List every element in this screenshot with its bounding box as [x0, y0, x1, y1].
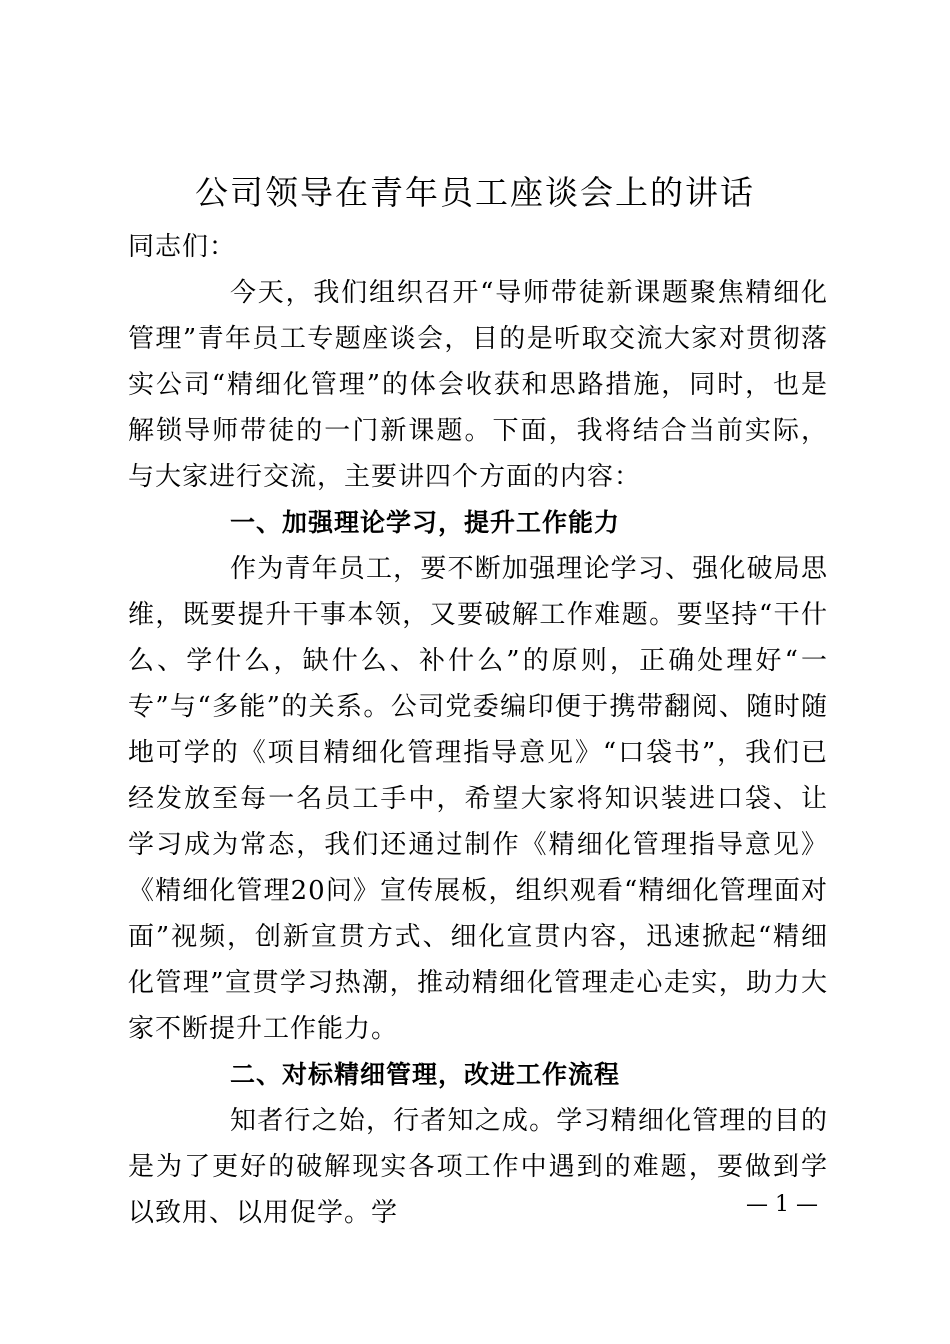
- paragraph-intro: 今天，我们组织召开“导师带徒新课题聚焦精细化管理”青年员工专题座谈会，目的是听取交流大家对贯彻落实公司“精细化管理”的体会收获和思路措施，同时，也是解锁导师带徒的一门新课题。下面，我将结合当前实际，与大家进行交流，主要讲四个方面的内容：: [128, 278, 828, 492]
- document-body: [128, 224, 828, 1236]
- salutation: 同志们：: [128, 232, 237, 262]
- section-heading-1: 一、加强理论学习，提升工作能力: [230, 508, 621, 537]
- paragraph-section-1: 作为青年员工，要不断加强理论学习、强化破局思维，既要提升干事本领，又要破解工作难题。要坚持“干什么、学什么，缺什么、补什么”的原则，正确处理好“一专”与“多能”的关系。公司党委编印便于携带翻阅、随时随地可学的《项目精细化管理指导意见》“口袋书”，我们已经发放至每一名员工手中，希望大家将知识装进口袋、让学习成为常态，我们还通过制作《精细化管理指导意见》《精细化管理20问》宣传展板，组织观看“精细化管理面对面”视频，创新宣贯方式、细化宣贯内容，迅速掀起“精细化管理”宣贯学习热潮，推动精细化管理走心走实，助力大家不断提升工作能力。: [128, 554, 828, 1044]
- page-number: — 1 —: [746, 1192, 818, 1217]
- document-title: 公司领导在青年员工座谈会上的讲话: [195, 173, 755, 212]
- section-heading-2: 二、对标精细管理，改进工作流程: [230, 1060, 621, 1089]
- paragraph-section-2: 知者行之始，行者知之成。学习精细化管理的目的是为了更好的破解现实各项工作中遇到的难题，要做到学以致用、以用促学。学: [128, 1106, 828, 1228]
